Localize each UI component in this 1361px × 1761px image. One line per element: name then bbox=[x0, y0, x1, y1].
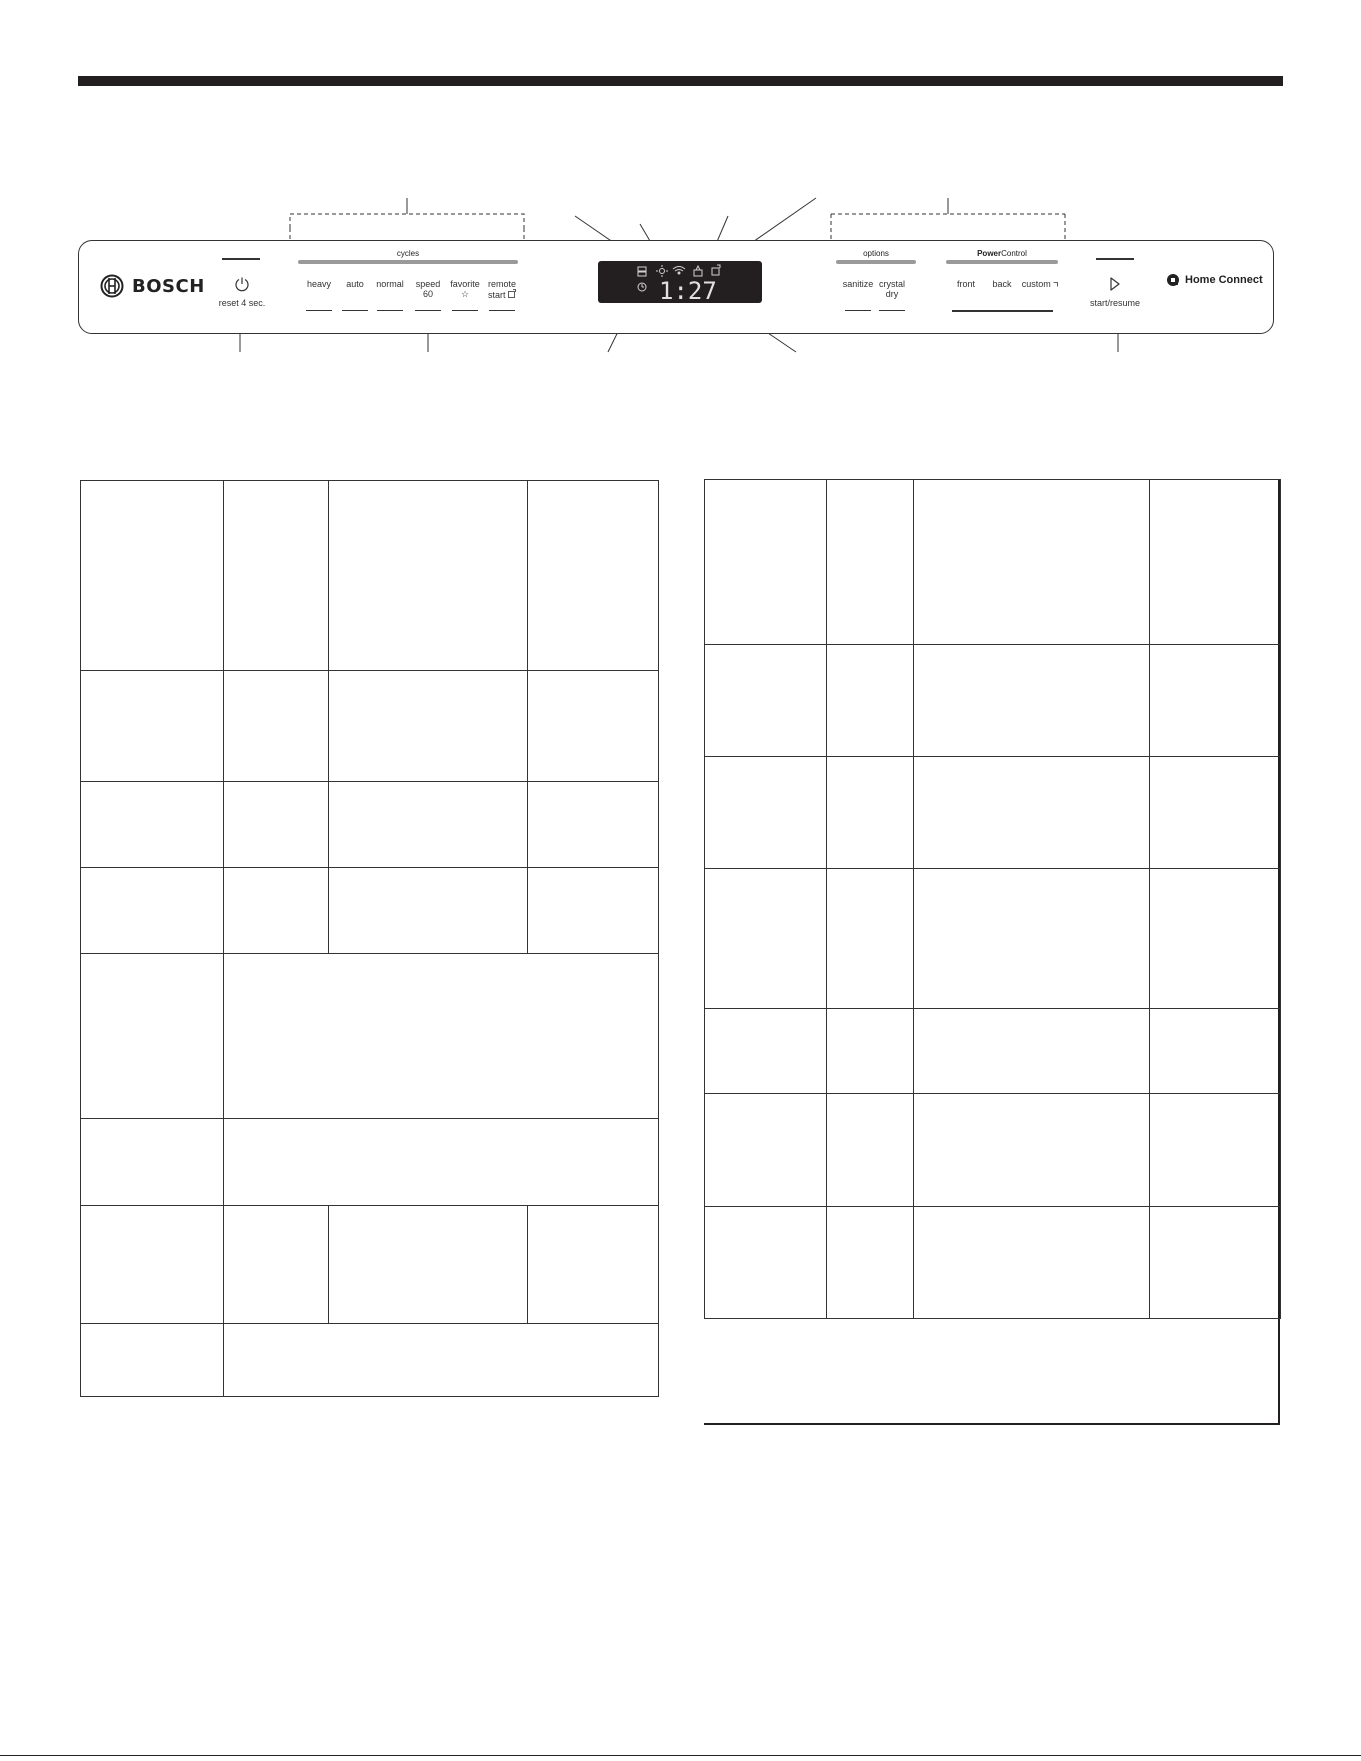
button-underline bbox=[452, 310, 478, 312]
power-custom-label: custom bbox=[1021, 279, 1051, 289]
powercontrol-title-rest: Control bbox=[1001, 249, 1027, 258]
table-row bbox=[705, 645, 1281, 757]
wifi-icon bbox=[673, 267, 685, 275]
table-row bbox=[81, 671, 659, 782]
powercontrol-underline bbox=[952, 310, 1053, 312]
table-row bbox=[81, 1324, 659, 1397]
cycle-remote-start-line bbox=[488, 289, 516, 300]
bosch-armature-logo bbox=[100, 274, 124, 298]
cycle-speed-label: speed bbox=[415, 279, 441, 289]
cycle-auto-button[interactable] bbox=[336, 279, 374, 311]
option-sanitize-label: sanitize bbox=[842, 279, 874, 289]
power-indicator-line bbox=[222, 258, 260, 260]
table-row bbox=[705, 480, 1281, 645]
powercontrol-title-bold: Power bbox=[977, 249, 1002, 258]
cycle-remote-start-button[interactable] bbox=[480, 279, 524, 311]
cycle-favorite-label: favorite bbox=[450, 279, 480, 289]
left-table bbox=[80, 480, 659, 1397]
power-button[interactable] bbox=[214, 276, 270, 316]
power-back-label: back bbox=[992, 279, 1012, 289]
option-dry-label: dry bbox=[885, 289, 899, 299]
button-underline bbox=[377, 310, 403, 312]
home-connect-label: Home Connect bbox=[1185, 274, 1263, 286]
cycle-heavy-button[interactable] bbox=[300, 279, 338, 311]
button-underline bbox=[342, 310, 368, 312]
table-row bbox=[81, 1119, 659, 1206]
home-connect-icon bbox=[1166, 273, 1180, 287]
status-display bbox=[598, 261, 762, 303]
cycle-remote-sub: start bbox=[487, 290, 506, 300]
button-underline bbox=[306, 310, 332, 312]
table-row bbox=[81, 782, 659, 868]
footer-rule bbox=[0, 1755, 1361, 1756]
table-row bbox=[705, 869, 1281, 1009]
play-icon bbox=[1109, 276, 1121, 292]
cycles-title: cycles bbox=[396, 249, 420, 258]
table-row bbox=[81, 868, 659, 954]
star-icon: ☆ bbox=[460, 289, 470, 299]
brand-logo bbox=[100, 274, 205, 298]
cycle-auto-label: auto bbox=[346, 279, 364, 289]
power-custom-button[interactable] bbox=[1020, 279, 1060, 311]
start-resume-button[interactable] bbox=[1084, 276, 1146, 316]
powercontrol-title bbox=[946, 249, 1058, 258]
time-readout: 1:27 bbox=[659, 277, 717, 303]
home-connect-logo bbox=[1166, 273, 1263, 287]
cycle-remote-label: remote bbox=[487, 279, 516, 289]
cycle-heavy-label: heavy bbox=[306, 279, 332, 289]
table-row bbox=[705, 1009, 1281, 1094]
powercontrol-bar bbox=[946, 260, 1058, 264]
power-front-button[interactable] bbox=[950, 279, 982, 311]
cycle-normal-button[interactable] bbox=[370, 279, 410, 311]
option-crystal-dry-button[interactable] bbox=[872, 279, 912, 311]
table-row bbox=[705, 1094, 1281, 1207]
table-row bbox=[81, 954, 659, 1119]
option-crystal-label: crystal bbox=[878, 279, 905, 289]
custom-arrow-icon bbox=[1053, 282, 1058, 287]
half-load-icon bbox=[638, 267, 646, 276]
button-underline bbox=[415, 310, 441, 312]
delay-timer-icon bbox=[638, 283, 646, 291]
start-resume-label: start/resume bbox=[1089, 298, 1140, 308]
options-title: options bbox=[863, 249, 889, 258]
cycles-bar bbox=[298, 260, 518, 264]
cycle-speed-sub: 60 bbox=[422, 289, 433, 299]
button-underline bbox=[845, 310, 871, 312]
salt-icon bbox=[694, 266, 702, 276]
button-underline bbox=[489, 310, 515, 312]
power-button-label: reset 4 sec. bbox=[218, 298, 266, 308]
right-table bbox=[704, 479, 1281, 1319]
options-bar bbox=[836, 260, 916, 264]
remote-start-icon bbox=[508, 289, 516, 298]
cycle-speed60-button[interactable] bbox=[408, 279, 448, 311]
cycle-normal-label: normal bbox=[376, 279, 404, 289]
brand-name: BOSCH bbox=[132, 275, 205, 297]
table-row bbox=[81, 481, 659, 671]
power-icon bbox=[234, 276, 250, 292]
button-underline bbox=[879, 310, 905, 312]
power-back-button[interactable] bbox=[986, 279, 1018, 311]
power-front-label: front bbox=[956, 279, 975, 289]
power-custom-line bbox=[1022, 279, 1059, 289]
start-indicator-line bbox=[1096, 258, 1134, 260]
table-row bbox=[81, 1206, 659, 1324]
remote-icon bbox=[712, 265, 720, 275]
table-row bbox=[705, 1207, 1281, 1319]
table-row bbox=[705, 757, 1281, 869]
rinse-aid-icon bbox=[656, 265, 668, 277]
